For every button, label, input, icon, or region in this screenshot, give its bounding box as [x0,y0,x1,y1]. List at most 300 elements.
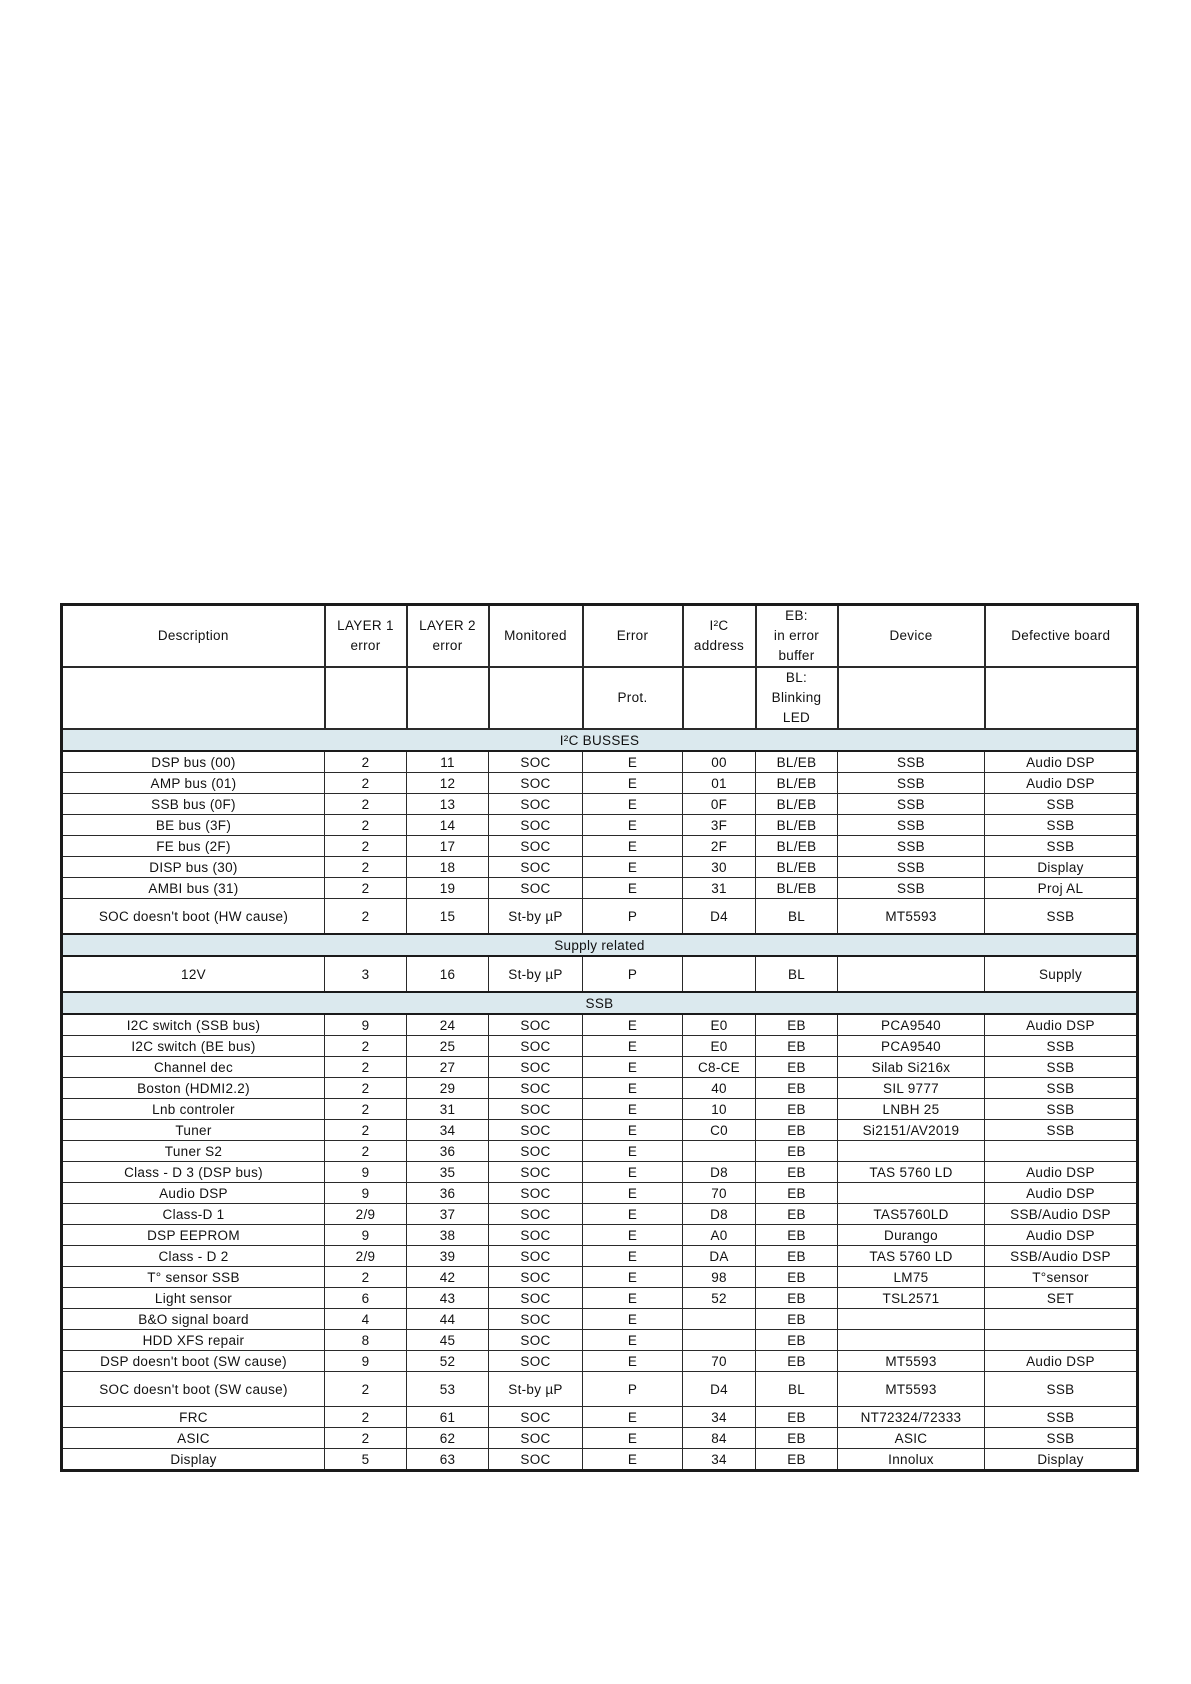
cell-description: Channel dec [62,1057,325,1078]
cell-description: Class - D 3 (DSP bus) [62,1162,325,1183]
cell-eb-bl: EB [756,1078,838,1099]
cell-device: MT5593 [838,899,985,935]
cell-device: MT5593 [838,1372,985,1407]
cell-description: DISP bus (30) [62,857,325,878]
table-row [62,1014,1138,1036]
cell-description: Class-D 1 [62,1204,325,1225]
cell-layer2: 39 [407,1246,489,1267]
cell-layer1: 9 [325,1162,407,1183]
cell-i2c-address: E0 [683,1014,756,1036]
cell-device: Innolux [838,1449,985,1471]
cell-i2c-address: 40 [683,1078,756,1099]
cell-layer1: 2 [325,751,407,773]
cell-eb-bl: BL/EB [756,815,838,836]
cell-monitored: SOC [489,1309,583,1330]
cell-layer2: 12 [407,773,489,794]
cell-eb-bl: EB [756,1099,838,1120]
cell-layer1: 9 [325,1225,407,1246]
cell-eb-bl: EB [756,1141,838,1162]
cell-description: Lnb controler [62,1099,325,1120]
table-row [62,815,1138,836]
cell-device: MT5593 [838,1351,985,1372]
cell-layer1: 4 [325,1309,407,1330]
cell-device: SSB [838,815,985,836]
cell-error: P [583,1372,683,1407]
cell-layer2: 35 [407,1162,489,1183]
header-sub-device [838,667,985,729]
cell-i2c-address: 84 [683,1428,756,1449]
table-row [62,857,1138,878]
header-sub-bl: BL: Blinking LED [756,667,838,729]
cell-description: 12V [62,956,325,992]
table-row [62,1204,1138,1225]
cell-layer2: 34 [407,1120,489,1141]
cell-description: BE bus (3F) [62,815,325,836]
table-row [62,1428,1138,1449]
cell-eb-bl: EB [756,1204,838,1225]
cell-error: E [583,1057,683,1078]
cell-monitored: St-by µP [489,956,583,992]
header-i2c-address: I²C address [683,605,756,668]
cell-monitored: SOC [489,1099,583,1120]
cell-error: E [583,878,683,899]
table-row [62,751,1138,773]
cell-eb-bl: EB [756,1309,838,1330]
table-header [62,605,1138,730]
cell-description: Class - D 2 [62,1246,325,1267]
cell-eb-bl: EB [756,1428,838,1449]
cell-i2c-address: DA [683,1246,756,1267]
table-row [62,1288,1138,1309]
cell-eb-bl: BL/EB [756,751,838,773]
cell-layer1: 2 [325,1120,407,1141]
cell-i2c-address: 70 [683,1351,756,1372]
cell-monitored: SOC [489,751,583,773]
cell-device: Durango [838,1225,985,1246]
cell-layer1: 5 [325,1449,407,1471]
cell-device [838,956,985,992]
cell-eb-bl: EB [756,1407,838,1428]
table-row [62,1120,1138,1141]
cell-layer2: 25 [407,1036,489,1057]
cell-layer2: 15 [407,899,489,935]
cell-description: SSB bus (0F) [62,794,325,815]
table-row [62,1330,1138,1351]
cell-error: E [583,1183,683,1204]
cell-device: LNBH 25 [838,1099,985,1120]
cell-device: TAS 5760 LD [838,1162,985,1183]
cell-description: AMBI bus (31) [62,878,325,899]
cell-eb-bl: EB [756,1449,838,1471]
cell-layer2: 27 [407,1057,489,1078]
cell-i2c-address: C8-CE [683,1057,756,1078]
cell-monitored: SOC [489,1078,583,1099]
cell-layer2: 63 [407,1449,489,1471]
cell-layer2: 42 [407,1267,489,1288]
table-row [62,1351,1138,1372]
cell-defective-board: Audio DSP [985,751,1138,773]
cell-device [838,1183,985,1204]
cell-device: LM75 [838,1267,985,1288]
cell-device: TAS 5760 LD [838,1246,985,1267]
cell-device: SIL 9777 [838,1078,985,1099]
cell-description: Light sensor [62,1288,325,1309]
cell-layer1: 2 [325,815,407,836]
header-sub-error: Prot. [583,667,683,729]
cell-monitored: SOC [489,815,583,836]
cell-layer1: 9 [325,1014,407,1036]
cell-i2c-address: 30 [683,857,756,878]
cell-layer2: 29 [407,1078,489,1099]
cell-device: Silab Si216x [838,1057,985,1078]
cell-eb-bl: EB [756,1246,838,1267]
section-title: Supply related [62,934,1138,956]
cell-description: FE bus (2F) [62,836,325,857]
cell-device [838,1141,985,1162]
cell-layer2: 61 [407,1407,489,1428]
section-title: I²C BUSSES [62,729,1138,751]
cell-eb-bl: BL [756,899,838,935]
cell-monitored: SOC [489,1428,583,1449]
cell-description: DSP bus (00) [62,751,325,773]
cell-monitored: SOC [489,1120,583,1141]
error-code-table [60,603,1139,1472]
cell-layer2: 19 [407,878,489,899]
cell-i2c-address: 10 [683,1099,756,1120]
cell-defective-board: Proj AL [985,878,1138,899]
cell-device: SSB [838,751,985,773]
cell-device [838,1309,985,1330]
cell-layer1: 2 [325,899,407,935]
cell-monitored: SOC [489,1288,583,1309]
cell-defective-board: SSB [985,836,1138,857]
cell-eb-bl: BL/EB [756,794,838,815]
header-layer2: LAYER 2 error [407,605,489,668]
cell-defective-board: Display [985,1449,1138,1471]
cell-i2c-address: 3F [683,815,756,836]
cell-device [838,1330,985,1351]
cell-layer1: 2 [325,1267,407,1288]
cell-layer2: 43 [407,1288,489,1309]
cell-monitored: St-by µP [489,1372,583,1407]
cell-defective-board: SSB [985,1057,1138,1078]
table-row [62,1407,1138,1428]
cell-layer1: 2 [325,857,407,878]
cell-layer2: 62 [407,1428,489,1449]
section-header-row [62,729,1138,751]
cell-description: Tuner S2 [62,1141,325,1162]
cell-defective-board [985,1141,1138,1162]
cell-error: E [583,1351,683,1372]
cell-layer1: 2 [325,773,407,794]
cell-defective-board: Supply [985,956,1138,992]
table-row [62,1162,1138,1183]
cell-error: E [583,751,683,773]
table-row [62,1099,1138,1120]
cell-device: SSB [838,857,985,878]
section-header-row [62,934,1138,956]
cell-defective-board: SSB [985,1036,1138,1057]
cell-layer2: 16 [407,956,489,992]
cell-description: T° sensor SSB [62,1267,325,1288]
cell-monitored: SOC [489,1330,583,1351]
cell-monitored: SOC [489,1246,583,1267]
cell-layer1: 2 [325,878,407,899]
cell-i2c-address: D8 [683,1162,756,1183]
cell-defective-board: SSB [985,1078,1138,1099]
table-row [62,1141,1138,1162]
cell-defective-board [985,1330,1138,1351]
table-row [62,773,1138,794]
cell-device: SSB [838,794,985,815]
table-row [62,1183,1138,1204]
cell-layer1: 2 [325,1141,407,1162]
cell-i2c-address [683,956,756,992]
header-defective-board: Defective board [985,605,1138,668]
cell-error: E [583,1120,683,1141]
cell-monitored: SOC [489,1183,583,1204]
cell-eb-bl: EB [756,1162,838,1183]
cell-error: E [583,1014,683,1036]
cell-device: SSB [838,773,985,794]
cell-eb-bl: BL/EB [756,773,838,794]
cell-error: E [583,1330,683,1351]
cell-layer1: 2/9 [325,1246,407,1267]
header-sub-description [62,667,325,729]
table-row [62,836,1138,857]
cell-eb-bl: BL/EB [756,836,838,857]
cell-defective-board [985,1309,1138,1330]
cell-layer2: 17 [407,836,489,857]
cell-defective-board: Audio DSP [985,1014,1138,1036]
cell-monitored: SOC [489,773,583,794]
cell-monitored: SOC [489,1351,583,1372]
cell-error: E [583,1267,683,1288]
cell-layer2: 18 [407,857,489,878]
section-header-row [62,992,1138,1014]
cell-defective-board: SSB [985,815,1138,836]
cell-defective-board: Display [985,857,1138,878]
cell-description: AMP bus (01) [62,773,325,794]
cell-eb-bl: BL/EB [756,878,838,899]
cell-monitored: SOC [489,1407,583,1428]
cell-layer2: 13 [407,794,489,815]
cell-layer2: 53 [407,1372,489,1407]
cell-device: PCA9540 [838,1014,985,1036]
cell-eb-bl: EB [756,1351,838,1372]
cell-error: E [583,1099,683,1120]
cell-eb-bl: EB [756,1057,838,1078]
cell-layer1: 3 [325,956,407,992]
cell-device: SSB [838,878,985,899]
table-row [62,1078,1138,1099]
cell-error: E [583,1204,683,1225]
cell-description: SOC doesn't boot (SW cause) [62,1372,325,1407]
cell-defective-board: SSB [985,1099,1138,1120]
cell-description: Display [62,1449,325,1471]
cell-i2c-address: 70 [683,1183,756,1204]
cell-description: I2C switch (SSB bus) [62,1014,325,1036]
table-row [62,1036,1138,1057]
cell-monitored: SOC [489,1204,583,1225]
cell-defective-board: SSB [985,794,1138,815]
cell-error: E [583,1449,683,1471]
cell-layer1: 2 [325,1407,407,1428]
cell-defective-board: SSB [985,1372,1138,1407]
cell-device: TAS5760LD [838,1204,985,1225]
cell-eb-bl: EB [756,1014,838,1036]
cell-defective-board: Audio DSP [985,1225,1138,1246]
cell-device: TSL2571 [838,1288,985,1309]
cell-eb-bl: EB [756,1225,838,1246]
cell-monitored: St-by µP [489,899,583,935]
cell-description: FRC [62,1407,325,1428]
cell-eb-bl: EB [756,1330,838,1351]
table-row [62,1449,1138,1471]
cell-i2c-address: D4 [683,899,756,935]
cell-layer2: 37 [407,1204,489,1225]
cell-device: NT72324/72333 [838,1407,985,1428]
table-row [62,1309,1138,1330]
cell-layer1: 2/9 [325,1204,407,1225]
cell-defective-board: SSB [985,1407,1138,1428]
table-row [62,878,1138,899]
cell-i2c-address: 0F [683,794,756,815]
cell-layer1: 2 [325,1036,407,1057]
cell-i2c-address: 01 [683,773,756,794]
cell-monitored: SOC [489,857,583,878]
cell-layer1: 2 [325,1372,407,1407]
cell-error: E [583,836,683,857]
table-row [62,1246,1138,1267]
cell-layer1: 9 [325,1351,407,1372]
cell-description: ASIC [62,1428,325,1449]
cell-layer2: 36 [407,1183,489,1204]
cell-layer2: 14 [407,815,489,836]
cell-layer1: 2 [325,1057,407,1078]
cell-error: E [583,815,683,836]
cell-monitored: SOC [489,836,583,857]
header-error: Error [583,605,683,668]
cell-defective-board: Audio DSP [985,1351,1138,1372]
cell-description: HDD XFS repair [62,1330,325,1351]
cell-monitored: SOC [489,1014,583,1036]
cell-i2c-address: E0 [683,1036,756,1057]
cell-description: Tuner [62,1120,325,1141]
header-sub-defective [985,667,1138,729]
cell-defective-board: SSB/Audio DSP [985,1204,1138,1225]
cell-description: DSP EEPROM [62,1225,325,1246]
cell-eb-bl: EB [756,1288,838,1309]
table-row [62,1225,1138,1246]
cell-monitored: SOC [489,1449,583,1471]
cell-i2c-address: 52 [683,1288,756,1309]
cell-error: E [583,857,683,878]
cell-error: E [583,1078,683,1099]
table-row [62,1267,1138,1288]
cell-monitored: SOC [489,1036,583,1057]
cell-device: PCA9540 [838,1036,985,1057]
cell-eb-bl: EB [756,1120,838,1141]
cell-monitored: SOC [489,1267,583,1288]
table-row [62,794,1138,815]
cell-description: DSP doesn't boot (SW cause) [62,1351,325,1372]
cell-i2c-address: D8 [683,1204,756,1225]
cell-layer2: 38 [407,1225,489,1246]
cell-i2c-address [683,1309,756,1330]
cell-defective-board: Audio DSP [985,1162,1138,1183]
header-layer1: LAYER 1 error [325,605,407,668]
table-row [62,956,1138,992]
cell-monitored: SOC [489,1162,583,1183]
cell-layer2: 45 [407,1330,489,1351]
cell-description: B&O signal board [62,1309,325,1330]
cell-i2c-address: 31 [683,878,756,899]
cell-defective-board: Audio DSP [985,1183,1138,1204]
cell-device: ASIC [838,1428,985,1449]
cell-monitored: SOC [489,1225,583,1246]
cell-layer2: 24 [407,1014,489,1036]
header-sub-i2c [683,667,756,729]
cell-description: Boston (HDMI2.2) [62,1078,325,1099]
cell-eb-bl: EB [756,1183,838,1204]
cell-monitored: SOC [489,794,583,815]
cell-eb-bl: BL [756,1372,838,1407]
header-sub-monitored [489,667,583,729]
cell-i2c-address: 34 [683,1449,756,1471]
header-monitored: Monitored [489,605,583,668]
header-sub-layer1 [325,667,407,729]
cell-description: SOC doesn't boot (HW cause) [62,899,325,935]
cell-defective-board: T°sensor [985,1267,1138,1288]
cell-defective-board: Audio DSP [985,773,1138,794]
cell-eb-bl: BL/EB [756,857,838,878]
cell-i2c-address: 34 [683,1407,756,1428]
cell-error: P [583,956,683,992]
header-description: Description [62,605,325,668]
cell-defective-board: SSB [985,899,1138,935]
cell-error: E [583,1288,683,1309]
cell-i2c-address: 00 [683,751,756,773]
cell-error: E [583,773,683,794]
cell-description: I2C switch (BE bus) [62,1036,325,1057]
cell-device: Si2151/AV2019 [838,1120,985,1141]
cell-layer1: 2 [325,1078,407,1099]
cell-eb-bl: EB [756,1036,838,1057]
cell-error: E [583,1309,683,1330]
cell-layer1: 2 [325,836,407,857]
cell-error: P [583,899,683,935]
cell-device: SSB [838,836,985,857]
header-sub-layer2 [407,667,489,729]
cell-error: E [583,1428,683,1449]
cell-error: E [583,1036,683,1057]
cell-i2c-address [683,1330,756,1351]
cell-layer2: 11 [407,751,489,773]
cell-defective-board: SSB [985,1120,1138,1141]
table-row [62,1057,1138,1078]
cell-defective-board: SSB/Audio DSP [985,1246,1138,1267]
header-eb: EB: in error buffer [756,605,838,668]
cell-error: E [583,794,683,815]
cell-layer1: 2 [325,1099,407,1120]
cell-monitored: SOC [489,1141,583,1162]
cell-layer2: 52 [407,1351,489,1372]
section-title: SSB [62,992,1138,1014]
cell-i2c-address: 2F [683,836,756,857]
cell-layer1: 6 [325,1288,407,1309]
cell-eb-bl: BL [756,956,838,992]
